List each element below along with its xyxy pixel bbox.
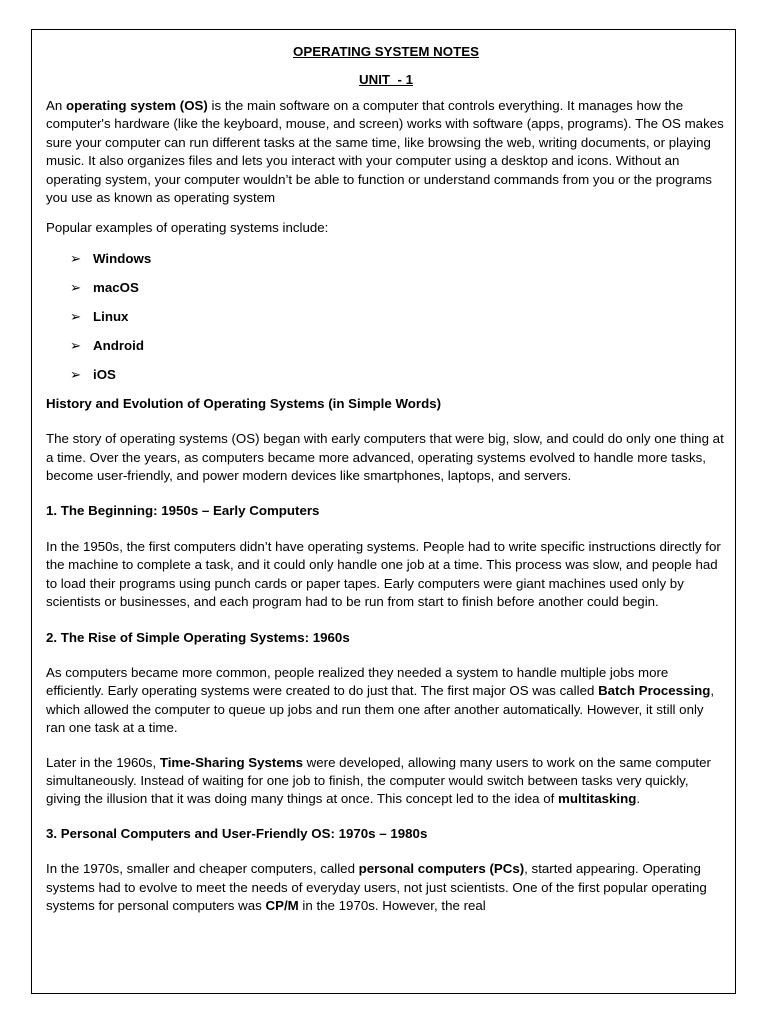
arrow-bullet-icon: ➢ (70, 279, 82, 295)
unit-heading: UNIT - 1 (359, 72, 413, 87)
multitasking-term: multitasking (558, 791, 637, 807)
intro-text: is the main software on a computer that controls everything. It manages how the computer's hardware (like the keyboard, mouse, and screen) works with software (apps, programs). The OS makes sure your computer can run different tasks at the same time, like browsing the web, writing documents, or playing music. It also organizes files and lets you interact with your computer using a desktop and icons. Without an operating system, your computer wouldn’t be able to function or understand commands from you or the programs you use as known as operating system (46, 98, 724, 206)
section-3-paragraph: In the 1970s, smaller and cheaper computers, called personal computers (PCs), started appearing. Operating systems had to evolve to meet the needs of everyday users, not just scientists. One of the first popular operating systems for personal computers was CP/M in the 1970s. However, the real (46, 861, 707, 913)
intro-paragraph (46, 97, 726, 207)
time-sharing-term: Time-Sharing Systems (159, 754, 303, 770)
list-item: ➢ macOS (70, 279, 139, 295)
examples-intro: Popular examples of operating systems include: (46, 220, 329, 236)
intro-term: operating system (OS) (65, 98, 208, 113)
arrow-bullet-icon: ➢ (70, 366, 82, 382)
section-2-paragraph-1: As computers became more common, people realized they needed a system to handle multiple jobs more efficiently. Early operating systems were created to do just that. The first major OS was called Batch Processing, which allowed the computer to queue up jobs and run them one after another automatically. However, it still only ran one task at a time. (46, 664, 715, 736)
list-item: ➢ Windows (70, 250, 152, 266)
personal-computers-term: personal computers (PCs) (358, 861, 525, 877)
arrow-bullet-icon: ➢ (70, 337, 82, 353)
section-3-heading: 3. Personal Computers and User-Friendly OS: 1970s – 1980s (46, 825, 428, 841)
arrow-bullet-icon: ➢ (70, 250, 82, 266)
section-1-paragraph: In the 1950s, the first computers didn’t have operating systems. People had to write specific instructions directly for the machine to complete a task, and it could only handle one job at a time. This process was slow, and people had to load their programs using punch cards or paper tapes. Early computers were giant machines used only by scientists or businesses, and each program had to be run from start to finish before another could begin. (46, 538, 721, 610)
cpm-term: CP/M (265, 897, 299, 913)
arrow-bullet-icon: ➢ (70, 308, 82, 324)
document-title: OPERATING SYSTEM NOTES (293, 44, 479, 59)
document-body (46, 42, 726, 915)
os-examples-list (46, 250, 726, 384)
history-paragraph: The story of operating systems (OS) began with early computers that were big, slow, and could do only one thing at a time. Over the years, as computers became more advanced, operating systems evolved to handle more tasks, become user-friendly, and power modern devices like smartphones, laptops, and servers. (46, 431, 724, 484)
list-item: ➢ Linux (70, 308, 129, 324)
list-item: ➢ iOS (70, 366, 116, 382)
section-2-heading: 2. The Rise of Simple Operating Systems: 1960s (46, 629, 350, 645)
intro-lead: An (46, 98, 66, 113)
history-heading: History and Evolution of Operating Systems (in Simple Words) (46, 395, 442, 411)
list-item: ➢ Android (70, 337, 144, 353)
section-1-heading: 1. The Beginning: 1950s – Early Computers (46, 503, 320, 519)
section-2-paragraph-2: Later in the 1960s, Time-Sharing Systems were developed, allowing many users to work on the same computer simultaneously. Instead of waiting for one job to finish, the computer would switch between tasks very quickly, giving the illusion that it was doing many things at once. This concept led to the idea of multitasking. (46, 754, 711, 807)
batch-processing-term: Batch Processing (598, 683, 711, 699)
